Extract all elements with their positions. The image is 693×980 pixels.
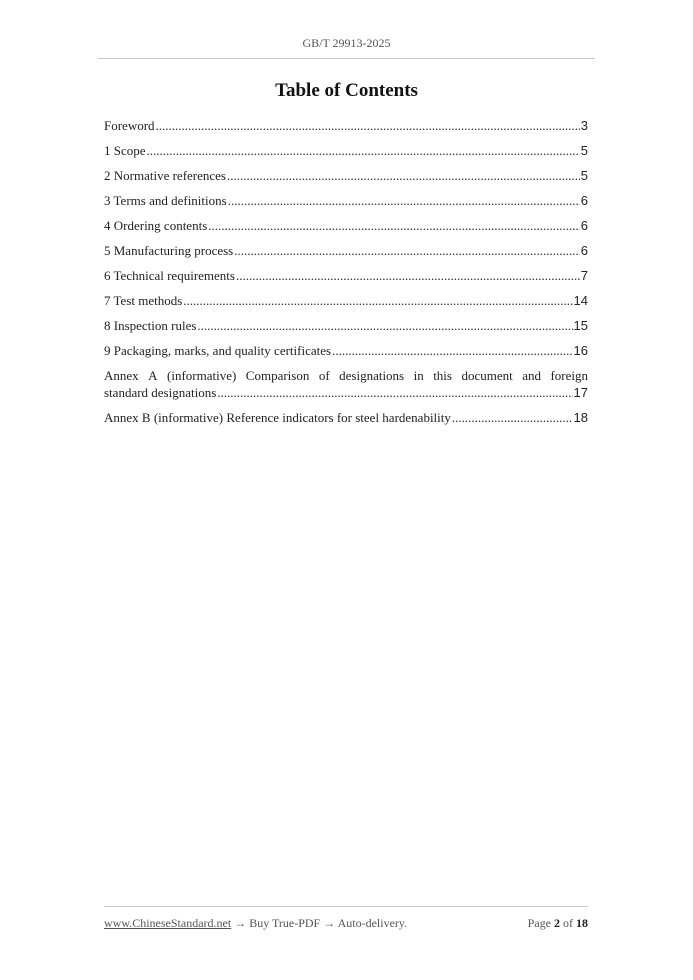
toc-leader-dots <box>227 167 580 184</box>
toc-word: (informative) <box>167 368 237 383</box>
current-page-number: 2 <box>554 916 560 930</box>
toc-entry-test-methods[interactable] <box>104 292 588 309</box>
toc-entry-text: 6 Technical requirements <box>104 268 235 283</box>
toc-entry-text: 4 Ordering contents <box>104 218 208 233</box>
toc-entry-text: 3 Terms and definitions <box>104 193 227 208</box>
toc-entry-text: Foreword <box>104 118 155 133</box>
toc-leader-dots <box>236 267 580 284</box>
toc-leader-dots <box>217 384 572 401</box>
toc-entry-page: 14 <box>573 293 588 308</box>
toc-word: Annex <box>104 368 139 383</box>
page-label: Page <box>527 916 551 930</box>
toc-leader-dots <box>197 317 572 334</box>
toc-leader-dots <box>332 342 572 359</box>
toc-leader-dots <box>156 117 580 134</box>
page-indicator <box>528 916 588 931</box>
toc-entry-text: 2 Normative references <box>104 168 226 183</box>
toc-entry-inspection-rules[interactable] <box>104 317 588 334</box>
header-divider <box>98 58 595 59</box>
arrow-right-icon: → <box>323 916 336 930</box>
toc-entry-text: Annex B (informative) Reference indicators for steel hardenability <box>104 410 451 425</box>
page-title: Table of Contents <box>275 80 418 101</box>
toc-entry-page: 7 <box>580 268 588 283</box>
toc-word: this <box>433 368 452 383</box>
footer-promo <box>104 916 407 931</box>
toc-entry-annex-b[interactable] <box>104 409 588 426</box>
toc-word: A <box>148 368 158 383</box>
toc-entry-terms-definitions[interactable] <box>104 192 588 209</box>
toc-entry-annex-a[interactable] <box>104 367 588 401</box>
toc-entry-page: 15 <box>573 318 588 333</box>
toc-entry-text-line1 <box>104 367 588 384</box>
toc-entry-page: 6 <box>580 218 588 233</box>
toc-entry-page: 16 <box>573 343 588 358</box>
toc-entry-page: 5 <box>580 168 588 183</box>
toc-entry-scope[interactable] <box>104 142 588 159</box>
arrow-right-icon: → <box>234 916 247 930</box>
toc-leader-dots <box>208 217 580 234</box>
buy-true-pdf-text: Buy True-PDF <box>249 916 321 930</box>
toc-entry-page: 6 <box>580 193 588 208</box>
toc-entry-page: 6 <box>580 243 588 258</box>
toc-entry-packaging[interactable] <box>104 342 588 359</box>
toc-leader-dots <box>183 292 572 309</box>
toc-word: foreign <box>550 368 588 383</box>
toc-word: designations <box>339 368 405 383</box>
toc-leader-dots <box>234 242 580 259</box>
toc-entry-text: 5 Manufacturing process <box>104 243 234 258</box>
toc-entry-text: 1 Scope <box>104 143 146 158</box>
toc-word: in <box>413 368 424 383</box>
toc-entry-page: 5 <box>580 143 588 158</box>
toc-leader-dots <box>452 409 573 426</box>
footer-divider <box>104 906 588 907</box>
total-pages-number: 18 <box>576 916 588 930</box>
toc-word: and <box>522 368 541 383</box>
document-code-header: GB/T 29913-2025 <box>302 36 391 50</box>
toc-entry-text-line2: standard designations <box>104 385 217 400</box>
toc-entry-page: 3 <box>580 118 588 133</box>
toc-word: of <box>318 368 330 383</box>
toc-list <box>104 117 588 434</box>
toc-entry-text: 9 Packaging, marks, and quality certificates <box>104 343 332 358</box>
site-link[interactable]: www.ChineseStandard.net <box>104 916 232 930</box>
toc-leader-dots <box>228 192 580 209</box>
toc-entry-text: 8 Inspection rules <box>104 318 197 333</box>
toc-entry-ordering-contents[interactable] <box>104 217 588 234</box>
toc-word: Comparison <box>245 368 310 383</box>
toc-entry-page: 17 <box>573 385 588 400</box>
toc-entry-foreword[interactable] <box>104 117 588 134</box>
toc-entry-technical-requirements[interactable] <box>104 267 588 284</box>
toc-leader-dots <box>147 142 580 159</box>
of-label: of <box>563 916 573 930</box>
toc-entry-text: 7 Test methods <box>104 293 183 308</box>
toc-entry-normative-references[interactable] <box>104 167 588 184</box>
toc-entry-page: 18 <box>573 410 588 425</box>
toc-entry-manufacturing-process[interactable] <box>104 242 588 259</box>
auto-delivery-text: Auto-delivery. <box>337 916 408 930</box>
toc-word: document <box>461 368 513 383</box>
page-footer <box>104 916 588 931</box>
